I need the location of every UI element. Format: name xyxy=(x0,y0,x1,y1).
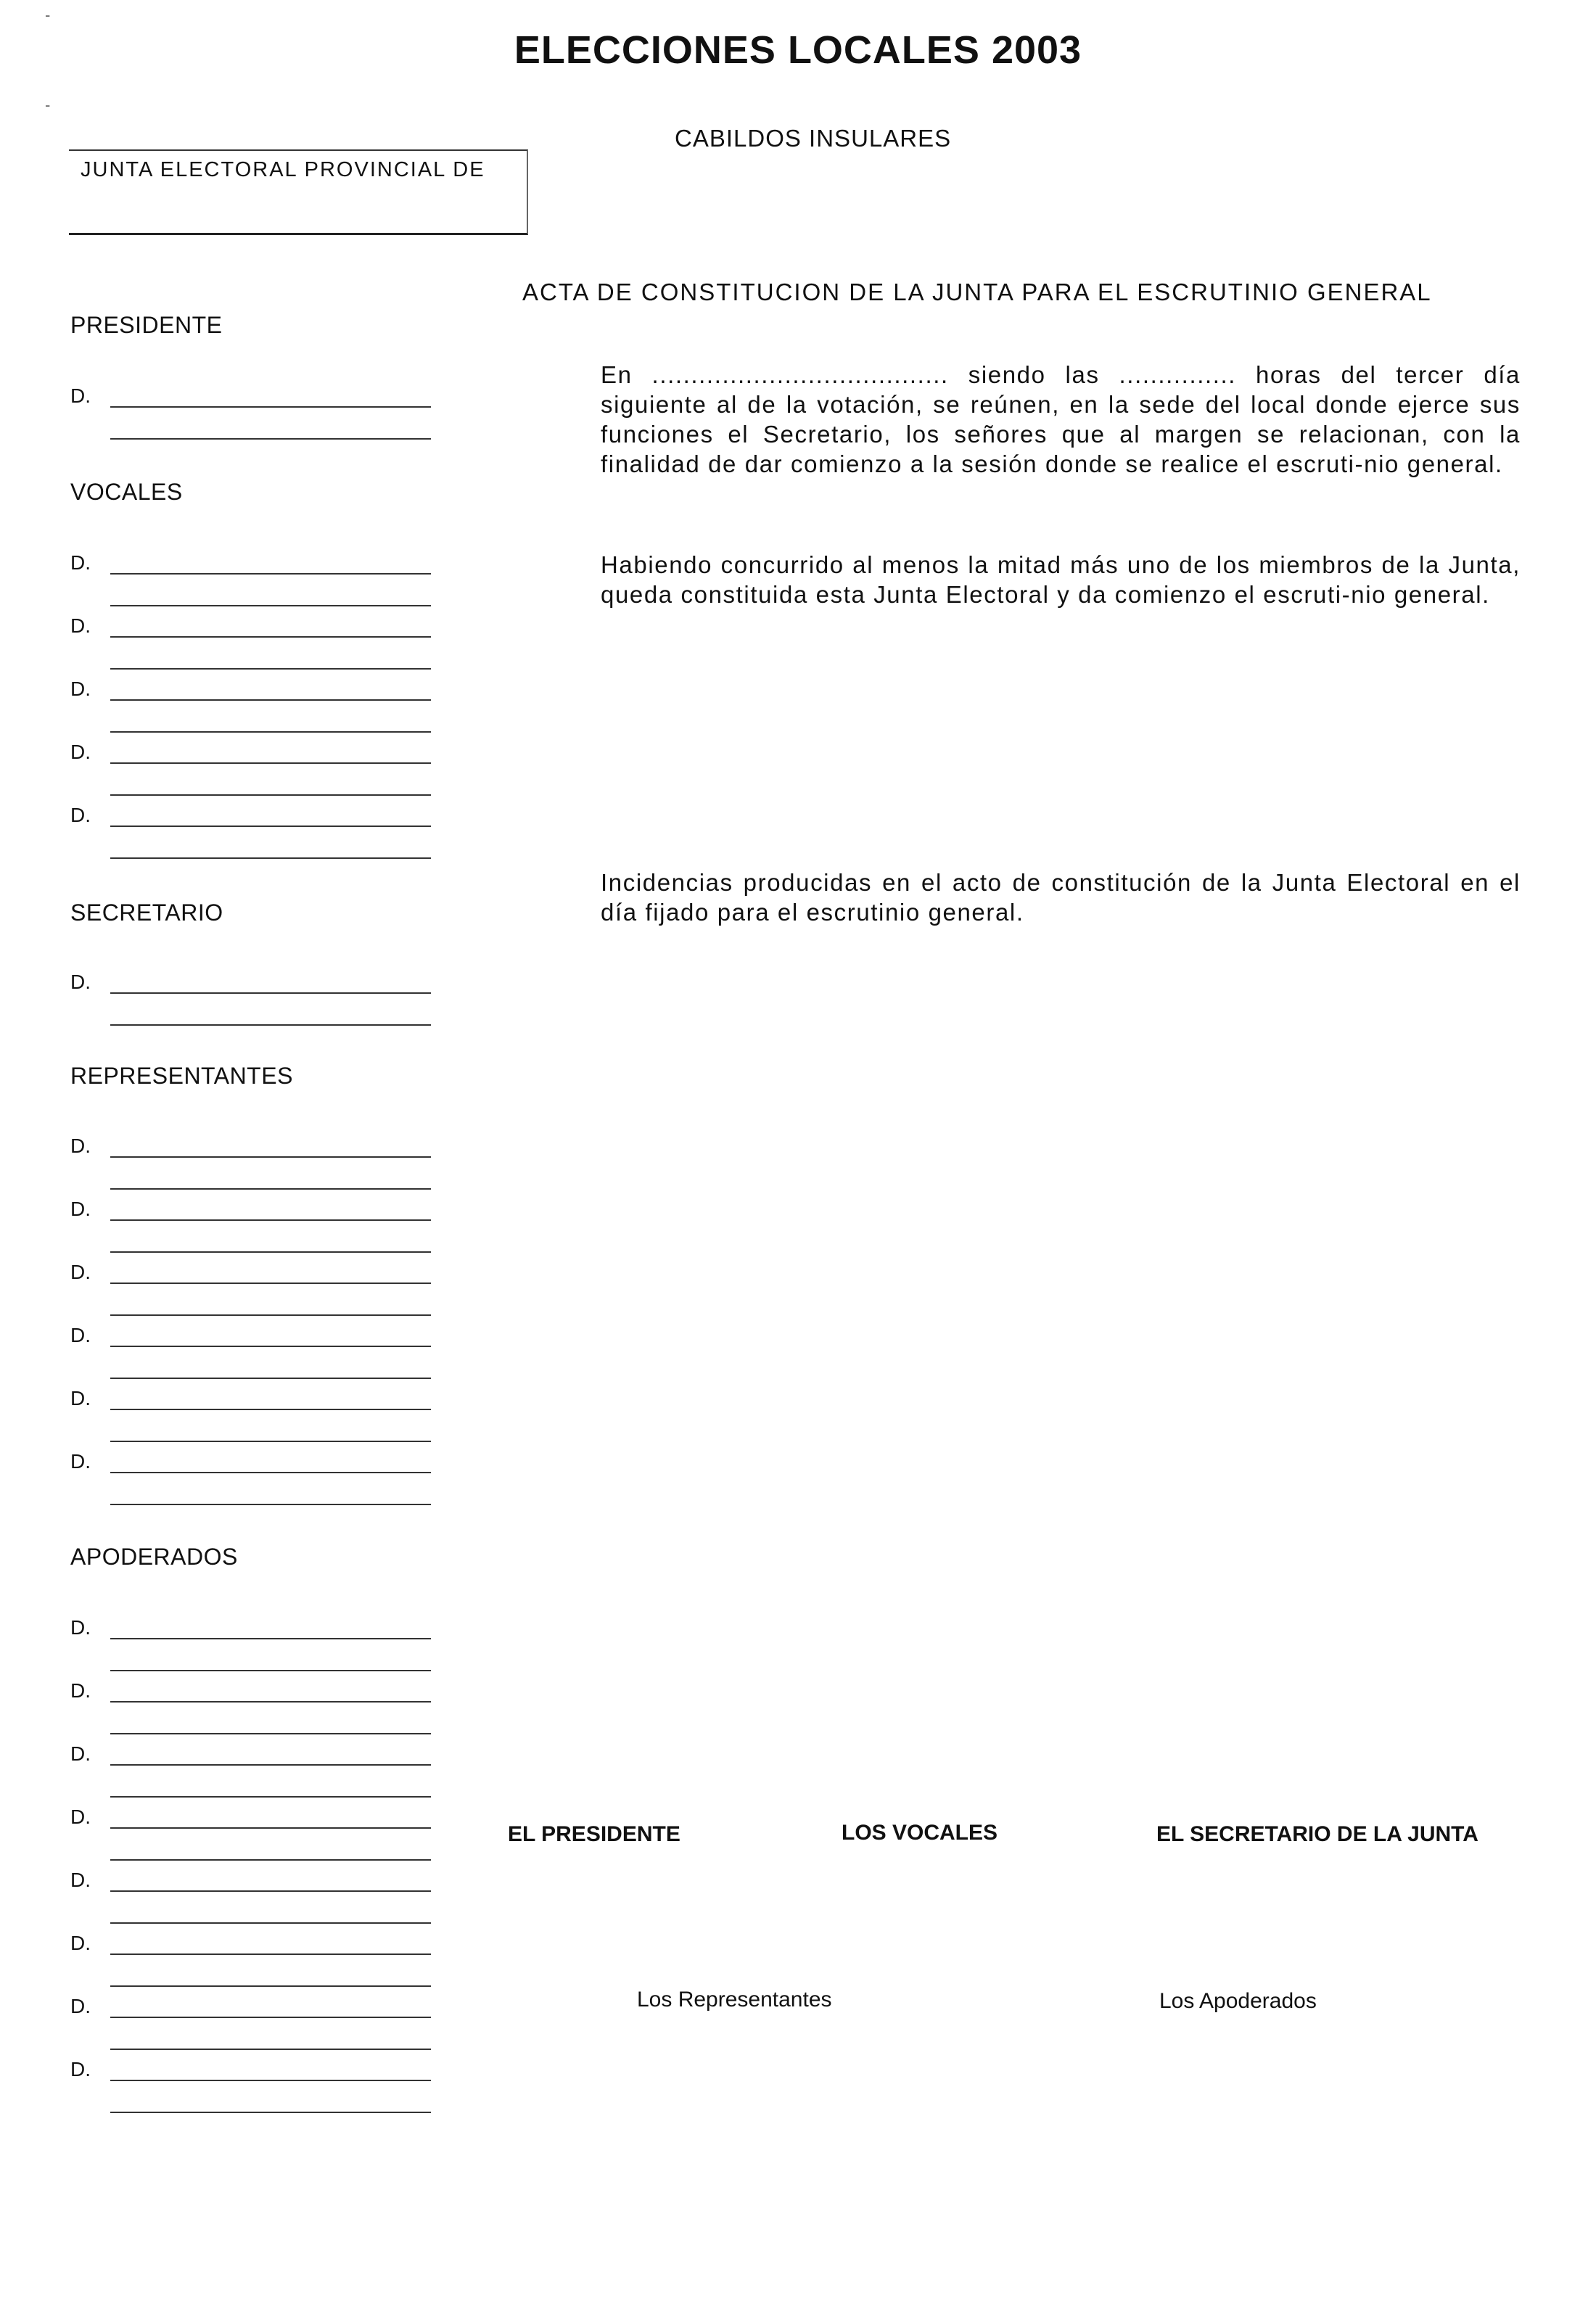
page-subtitle: CABILDOS INSULARES xyxy=(675,125,952,152)
name-line[interactable] xyxy=(110,762,431,764)
name-prefix: D. xyxy=(70,1450,91,1473)
name-prefix: D. xyxy=(70,1932,91,1954)
name-line-continuation[interactable] xyxy=(110,1796,431,1798)
section-heading-presidente: PRESIDENTE xyxy=(70,312,223,338)
name-line[interactable] xyxy=(110,1409,431,1410)
name-line-continuation[interactable] xyxy=(110,1251,431,1253)
name-line[interactable] xyxy=(110,826,431,827)
junta-label: JUNTA ELECTORAL PROVINCIAL DE xyxy=(81,158,485,181)
name-line-continuation[interactable] xyxy=(110,1504,431,1505)
name-line[interactable] xyxy=(110,1953,431,1955)
name-prefix: D. xyxy=(70,678,91,700)
scan-mark: - xyxy=(45,6,51,24)
signature-vocales: LOS VOCALES xyxy=(842,1821,998,1845)
name-line-continuation[interactable] xyxy=(110,1024,431,1026)
scan-mark: - xyxy=(45,96,51,114)
name-line-continuation[interactable] xyxy=(110,857,431,859)
name-line[interactable] xyxy=(110,1156,431,1158)
name-line-continuation[interactable] xyxy=(110,1314,431,1316)
name-line[interactable] xyxy=(110,636,431,638)
name-prefix: D. xyxy=(70,971,91,993)
section-heading-representantes: REPRESENTANTES xyxy=(70,1063,293,1089)
name-prefix: D. xyxy=(70,1135,91,1157)
name-prefix: D. xyxy=(70,1261,91,1283)
name-prefix: D. xyxy=(70,1387,91,1409)
paragraph-quorum: Habiendo concurrido al menos la mitad más uno de los miembros de la Junta, queda constituida esta Junta Electoral y da comienzo el escruti-nio general. xyxy=(601,551,1521,608)
name-line-continuation[interactable] xyxy=(110,668,431,670)
name-line-continuation[interactable] xyxy=(110,731,431,733)
section-heading-vocales: VOCALES xyxy=(70,479,183,505)
name-line-continuation[interactable] xyxy=(110,1378,431,1379)
name-prefix: D. xyxy=(70,614,91,637)
name-prefix: D. xyxy=(70,1995,91,2017)
name-line[interactable] xyxy=(110,992,431,994)
name-line[interactable] xyxy=(110,699,431,701)
name-line[interactable] xyxy=(110,1283,431,1284)
name-line[interactable] xyxy=(110,2080,431,2081)
name-line[interactable] xyxy=(110,1701,431,1703)
name-prefix: D. xyxy=(70,1324,91,1346)
name-prefix: D. xyxy=(70,1679,91,1702)
paragraph-constitution: En ...................................... siendo las ............... horas del tercer día siguiente al de la votación, se reúnen, en la sede del local donde ejerce sus funciones el Secretario, los señores que al margen se relacionan, con la finalidad de dar comienzo a la sesión donde se realice el escruti-nio general. xyxy=(601,361,1521,477)
name-prefix: D. xyxy=(70,1869,91,1891)
name-prefix: D. xyxy=(70,1806,91,1828)
paragraph-incidencias: Incidencias producidas en el acto de constitución de la Junta Electoral en el día fijado para el escrutinio general. xyxy=(601,869,1521,926)
signature-representantes: Los Representantes xyxy=(637,1988,832,2012)
name-line[interactable] xyxy=(110,1764,431,1766)
name-prefix: D. xyxy=(70,2058,91,2080)
name-prefix: D. xyxy=(70,384,91,407)
name-prefix: D. xyxy=(70,1616,91,1639)
name-line[interactable] xyxy=(110,1346,431,1347)
name-prefix: D. xyxy=(70,551,91,574)
name-line[interactable] xyxy=(110,2017,431,2018)
name-line[interactable] xyxy=(110,1638,431,1639)
name-line-continuation[interactable] xyxy=(110,1985,431,1987)
acta-title: ACTA DE CONSTITUCION DE LA JUNTA PARA EL ESCRUTINIO GENERAL xyxy=(522,279,1432,305)
name-prefix: D. xyxy=(70,1198,91,1220)
junta-box xyxy=(69,149,528,235)
name-line[interactable] xyxy=(110,1827,431,1829)
section-heading-apoderados: APODERADOS xyxy=(70,1544,238,1570)
name-line[interactable] xyxy=(110,406,431,408)
name-line[interactable] xyxy=(110,1219,431,1221)
name-line-continuation[interactable] xyxy=(110,1188,431,1190)
name-line-continuation[interactable] xyxy=(110,2112,431,2113)
page-title: ELECCIONES LOCALES 2003 xyxy=(514,28,1082,72)
name-line-continuation[interactable] xyxy=(110,1733,431,1734)
signature-secretario: EL SECRETARIO DE LA JUNTA xyxy=(1156,1822,1478,1846)
name-prefix: D. xyxy=(70,804,91,826)
name-line[interactable] xyxy=(110,1472,431,1473)
name-line-continuation[interactable] xyxy=(110,1922,431,1924)
section-heading-secretario: SECRETARIO xyxy=(70,899,223,926)
signature-apoderados: Los Apoderados xyxy=(1159,1989,1317,2013)
name-prefix: D. xyxy=(70,741,91,763)
signature-presidente: EL PRESIDENTE xyxy=(508,1822,680,1846)
name-line-continuation[interactable] xyxy=(110,605,431,606)
name-line-continuation[interactable] xyxy=(110,1670,431,1671)
name-line-continuation[interactable] xyxy=(110,1441,431,1442)
name-prefix: D. xyxy=(70,1742,91,1765)
name-line[interactable] xyxy=(110,1890,431,1892)
name-line-continuation[interactable] xyxy=(110,794,431,796)
name-line-continuation[interactable] xyxy=(110,1859,431,1861)
name-line-continuation[interactable] xyxy=(110,2049,431,2050)
name-line-continuation[interactable] xyxy=(110,438,431,440)
name-line[interactable] xyxy=(110,573,431,575)
